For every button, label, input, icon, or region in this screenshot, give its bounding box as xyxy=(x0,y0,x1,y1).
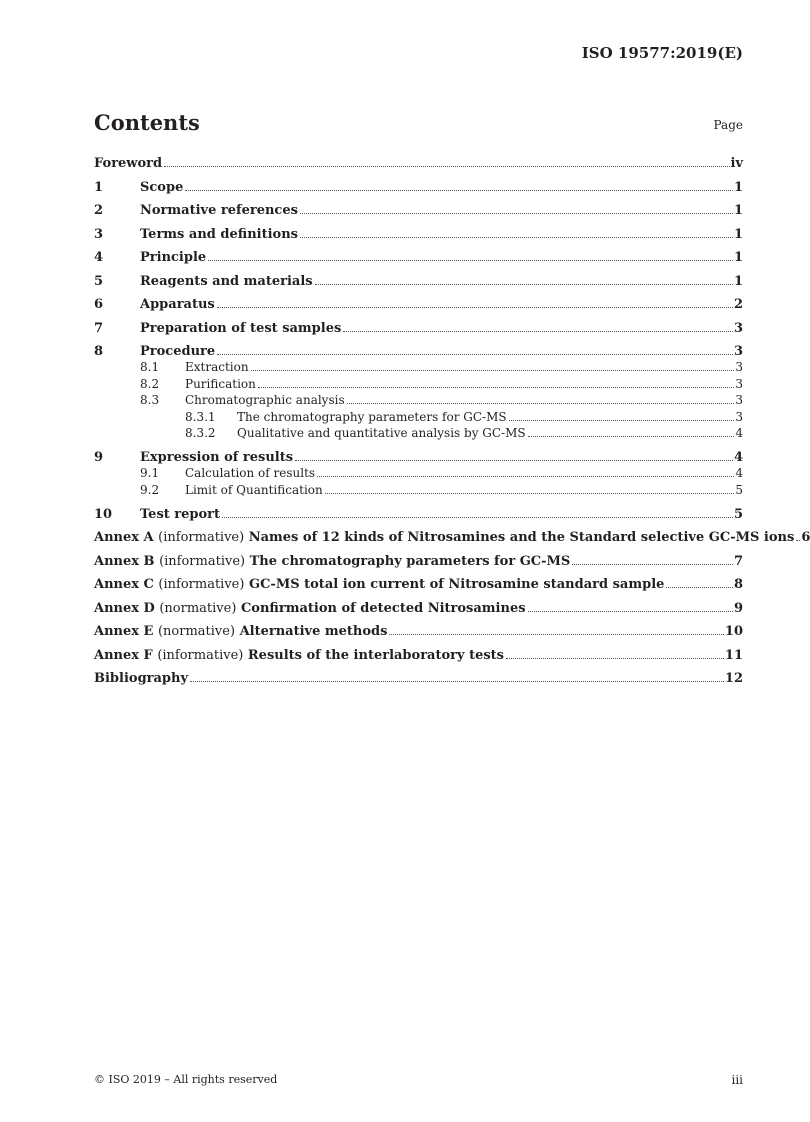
dot-leader xyxy=(258,387,734,388)
table-of-contents xyxy=(94,155,810,694)
toc-entry-number: 9 xyxy=(94,450,104,465)
footer-page-number: iii xyxy=(731,1073,743,1087)
toc-entry-number: 8.3 xyxy=(140,393,160,407)
toc-entry-page: 6 xyxy=(801,530,810,545)
toc-entry-number: 10 xyxy=(94,506,113,522)
toc-entry-title: Procedure xyxy=(140,344,216,359)
toc-entry[interactable] xyxy=(94,377,743,394)
toc-entry[interactable] xyxy=(94,449,743,466)
toc-entry-page: 7 xyxy=(733,553,743,569)
dot-leader xyxy=(389,634,723,635)
toc-entry-number: 9.1 xyxy=(140,466,160,480)
dot-leader xyxy=(572,564,733,565)
dot-leader xyxy=(528,436,735,437)
toc-entry-title xyxy=(94,600,526,618)
toc-entry[interactable] xyxy=(94,410,743,427)
dot-leader xyxy=(509,420,735,421)
toc-entry-page: 3 xyxy=(735,409,743,424)
toc-entry-page: 4 xyxy=(735,466,743,480)
toc-entry-title: Calculation of results xyxy=(185,466,316,480)
toc-entry-page: 10 xyxy=(724,624,743,639)
toc-entry[interactable] xyxy=(94,466,743,483)
annex-type: (informative) xyxy=(157,647,244,663)
annex-title: Results of the interlaboratory tests xyxy=(247,647,504,663)
toc-entry-title: Extraction xyxy=(185,360,249,374)
annex-label: Annex F xyxy=(94,647,153,663)
toc-entry-title: Foreword xyxy=(94,156,163,171)
annex-type: (informative) xyxy=(158,530,245,545)
dot-leader xyxy=(164,166,729,167)
annex-label: Annex D xyxy=(94,600,155,616)
annex-title: GC-MS total ion current of Nitrosamine standard sample xyxy=(248,577,665,592)
annex-type: (informative) xyxy=(158,577,245,592)
annex-label: Annex B xyxy=(94,553,155,569)
toc-entry-title: Scope xyxy=(140,179,184,195)
toc-entry-number: 7 xyxy=(94,320,104,336)
page-column-label: Page xyxy=(713,118,743,132)
dot-leader xyxy=(295,460,733,461)
toc-entry[interactable] xyxy=(94,249,743,273)
toc-entry-title: Test report xyxy=(140,506,221,522)
toc-entry[interactable] xyxy=(94,296,743,320)
toc-entry-title xyxy=(94,576,664,594)
toc-entry-page: 3 xyxy=(733,344,743,359)
dot-leader xyxy=(666,587,733,588)
toc-entry-title: Terms and definitions xyxy=(140,226,298,242)
toc-entry-title: Principle xyxy=(140,250,207,265)
toc-entry-title xyxy=(94,529,794,547)
toc-entry-number: 4 xyxy=(94,250,104,265)
toc-entry[interactable] xyxy=(94,155,743,179)
dot-leader xyxy=(506,658,724,659)
annex-type: (normative) xyxy=(157,624,236,639)
toc-entry[interactable] xyxy=(94,426,743,449)
toc-entry-number: 3 xyxy=(94,226,104,242)
toc-entry[interactable] xyxy=(94,529,810,553)
toc-entry-page: 1 xyxy=(733,203,743,218)
toc-entry-page: 3 xyxy=(735,360,743,374)
dot-leader xyxy=(208,260,733,261)
toc-entry-title: Expression of results xyxy=(140,450,294,465)
toc-entry-page: 1 xyxy=(733,179,743,195)
toc-entry-number: 8.3.1 xyxy=(185,409,216,424)
toc-entry-title: Apparatus xyxy=(140,297,215,312)
toc-entry-page: 3 xyxy=(735,393,743,407)
toc-entry-page: 3 xyxy=(735,376,743,391)
annex-title: Confirmation of detected Nitrosamines xyxy=(240,600,526,616)
dot-leader xyxy=(300,213,733,214)
toc-entry-page: 9 xyxy=(733,600,743,616)
document-code: ISO 19577:2019(E) xyxy=(581,44,743,62)
dot-leader xyxy=(300,237,733,238)
toc-entry-number: 9.2 xyxy=(140,482,160,497)
dot-leader xyxy=(185,190,733,191)
toc-entry[interactable] xyxy=(94,273,743,297)
toc-entry-page: 4 xyxy=(733,450,743,465)
toc-entry-page: 1 xyxy=(733,226,743,242)
annex-title: Alternative methods xyxy=(239,624,388,639)
toc-entry-number: 8 xyxy=(94,344,104,359)
toc-entry-number: 6 xyxy=(94,297,104,312)
toc-entry-number: 8.2 xyxy=(140,376,160,391)
toc-entry-title xyxy=(94,553,570,571)
toc-entry-title: Chromatographic analysis xyxy=(185,393,345,407)
toc-entry-page: 3 xyxy=(733,320,743,336)
toc-entry[interactable] xyxy=(94,623,743,647)
toc-entry-page: 8 xyxy=(733,577,743,592)
toc-entry[interactable] xyxy=(94,202,743,226)
toc-entry-page: 5 xyxy=(735,482,743,497)
toc-entry[interactable] xyxy=(94,393,743,410)
dot-leader xyxy=(343,331,733,332)
annex-label: Annex A xyxy=(94,530,154,545)
dot-leader xyxy=(347,403,735,404)
toc-entry-page: 4 xyxy=(735,426,743,440)
annex-type: (informative) xyxy=(159,553,246,569)
dot-leader xyxy=(217,354,733,355)
annex-type: (normative) xyxy=(159,600,237,616)
toc-entry-title: Qualitative and quantitative analysis by GC-MS xyxy=(237,426,526,440)
toc-entry[interactable] xyxy=(94,483,743,506)
toc-entry-number: 8.3.2 xyxy=(185,426,216,440)
toc-entry-title: Bibliography xyxy=(94,671,189,686)
toc-entry[interactable] xyxy=(94,179,743,203)
toc-entry-number: 1 xyxy=(94,179,104,195)
toc-entry[interactable] xyxy=(94,343,743,360)
toc-entry[interactable] xyxy=(94,360,743,377)
toc-entry-number: 2 xyxy=(94,203,104,218)
annex-label: Annex E xyxy=(94,624,154,639)
toc-entry[interactable] xyxy=(94,553,743,577)
toc-entry-page: 1 xyxy=(733,250,743,265)
dot-leader xyxy=(222,517,733,518)
toc-entry-title: Reagents and materials xyxy=(140,273,313,289)
annex-label: Annex C xyxy=(94,577,154,592)
dot-leader xyxy=(251,370,735,371)
toc-entry[interactable] xyxy=(94,506,743,530)
toc-entry-number: 5 xyxy=(94,273,104,289)
toc-entry[interactable] xyxy=(94,576,743,600)
dot-leader xyxy=(325,493,735,494)
dot-leader xyxy=(190,681,724,682)
toc-entry-number: 8.1 xyxy=(140,360,160,374)
page-title: Contents xyxy=(94,110,200,135)
toc-entry-title xyxy=(94,623,387,641)
toc-entry-page: iv xyxy=(730,156,743,171)
toc-entry-title: Normative references xyxy=(140,203,298,218)
copyright-notice: © ISO 2019 – All rights reserved xyxy=(94,1073,278,1086)
toc-entry-title: Limit of Quantification xyxy=(185,482,323,497)
dot-leader xyxy=(796,540,800,541)
toc-entry-page: 1 xyxy=(733,273,743,289)
dot-leader xyxy=(315,284,733,285)
toc-entry-page: 11 xyxy=(724,647,743,663)
dot-leader xyxy=(217,307,733,308)
dot-leader xyxy=(317,476,734,477)
toc-entry-page: 12 xyxy=(724,671,743,686)
toc-entry-title: The chromatography parameters for GC-MS xyxy=(237,409,507,424)
toc-entry[interactable] xyxy=(94,647,743,671)
toc-entry[interactable] xyxy=(94,226,743,250)
toc-entry-page: 2 xyxy=(733,297,743,312)
toc-entry-page: 5 xyxy=(733,506,743,522)
toc-entry[interactable] xyxy=(94,670,743,694)
annex-title: The chromatography parameters for GC-MS xyxy=(249,553,571,569)
annex-title: Names of 12 kinds of Nitrosamines and the Standard selective GC-MS ions xyxy=(248,530,795,545)
dot-leader xyxy=(528,611,733,612)
toc-entry[interactable] xyxy=(94,320,743,344)
toc-entry-title: Preparation of test samples xyxy=(140,320,342,336)
toc-entry-title xyxy=(94,647,504,665)
toc-entry[interactable] xyxy=(94,600,743,624)
toc-entry-title: Purification xyxy=(185,376,256,391)
